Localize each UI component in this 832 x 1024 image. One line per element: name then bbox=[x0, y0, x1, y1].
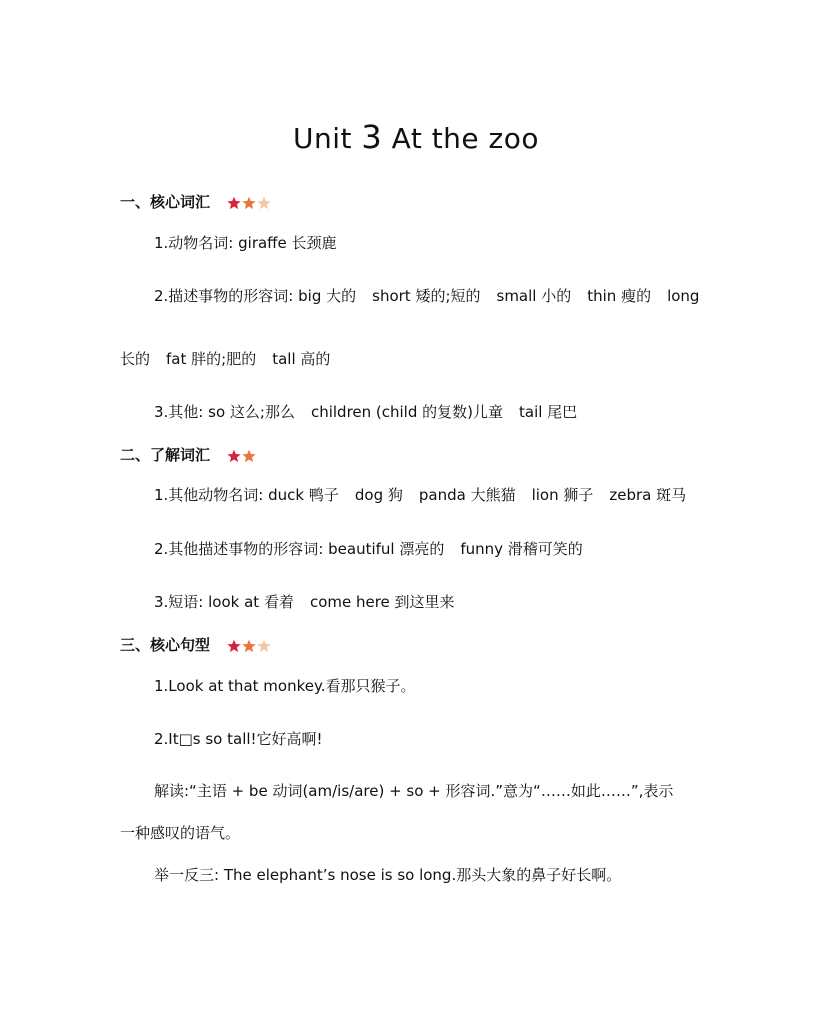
section-heading-text: 一、核心词汇 bbox=[120, 193, 211, 211]
section-heading-core-sentences bbox=[120, 634, 272, 656]
rating-stars bbox=[227, 192, 272, 214]
star-icon bbox=[242, 639, 256, 653]
vocab-line: 2.描述事物的形容词: big 大的 short 矮的;短的 small 小的 thin 瘦的 long bbox=[154, 287, 700, 305]
half-star-icon bbox=[257, 639, 271, 653]
vocab-line: 3.短语: look at 看着 come here 到这里来 bbox=[154, 593, 455, 611]
star-icon bbox=[242, 196, 256, 210]
star-icon bbox=[227, 196, 241, 210]
section-heading-core-vocab bbox=[120, 191, 272, 213]
section-heading-text: 三、核心句型 bbox=[120, 636, 211, 654]
sentence-line: 1.Look at that monkey.看那只猴子。 bbox=[154, 677, 416, 695]
half-star-icon bbox=[242, 449, 256, 463]
explanation-line-continued: 一种感叹的语气。 bbox=[120, 824, 241, 842]
section-heading-extra-vocab bbox=[120, 444, 257, 466]
title-suffix: At the zoo bbox=[382, 122, 540, 155]
rating-stars bbox=[227, 635, 272, 657]
vocab-line: 3.其他: so 这么;那么 children (child 的复数)儿童 tail 尾巴 bbox=[154, 403, 578, 421]
rating-stars bbox=[227, 445, 257, 467]
vocab-line: 1.其他动物名词: duck 鸭子 dog 狗 panda 大熊猫 lion 狮子 zebra 斑马 bbox=[154, 486, 687, 504]
star-icon bbox=[227, 639, 241, 653]
sentence-line: 2.It□s so tall!它好高啊! bbox=[154, 730, 323, 748]
title-prefix: Unit bbox=[292, 122, 362, 155]
page-title bbox=[0, 118, 832, 156]
vocab-line-continued: 长的 fat 胖的;肥的 tall 高的 bbox=[120, 350, 331, 368]
title-number: 3 bbox=[361, 118, 383, 156]
explanation-line: 解读:“主语 + be 动词(am/is/are) + so + 形容词.”意为“……如此……”,表示 bbox=[154, 782, 674, 800]
vocab-line: 1.动物名词: giraffe 长颈鹿 bbox=[154, 234, 337, 252]
star-icon bbox=[227, 449, 241, 463]
vocab-line: 2.其他描述事物的形容词: beautiful 漂亮的 funny 滑稽可笑的 bbox=[154, 540, 583, 558]
section-heading-text: 二、了解词汇 bbox=[120, 446, 211, 464]
half-star-icon bbox=[257, 196, 271, 210]
example-line: 举一反三: The elephant’s nose is so long.那头大象的鼻子好长啊。 bbox=[154, 866, 622, 884]
